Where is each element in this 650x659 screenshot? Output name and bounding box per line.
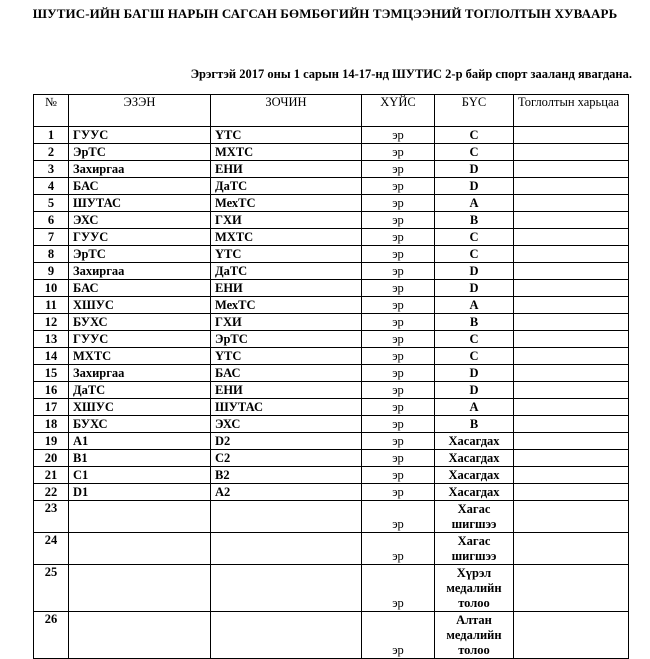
guest-team-cell: C2 xyxy=(211,450,362,467)
gender-cell: эр xyxy=(362,263,435,280)
home-team-cell xyxy=(69,565,211,612)
group-cell: Хагас шигшээ xyxy=(435,533,514,565)
group-cell: C xyxy=(435,348,514,365)
result-cell[interactable] xyxy=(514,212,629,229)
gender-cell: эр xyxy=(362,416,435,433)
row-number-cell: 21 xyxy=(34,467,69,484)
group-cell: A xyxy=(435,399,514,416)
group-cell: D xyxy=(435,382,514,399)
guest-team-cell: A2 xyxy=(211,484,362,501)
group-cell: B xyxy=(435,416,514,433)
gender-cell: эр xyxy=(362,433,435,450)
table-row xyxy=(34,229,629,246)
group-cell: Алтан медалийн толоо xyxy=(435,612,514,659)
guest-team-cell: ГХИ xyxy=(211,212,362,229)
home-team-cell: ГУУС xyxy=(69,331,211,348)
col-header-guest: ЗОЧИН xyxy=(211,95,362,127)
table-body xyxy=(34,127,629,659)
guest-team-cell: ЕНИ xyxy=(211,161,362,178)
result-cell[interactable] xyxy=(514,314,629,331)
guest-team-cell xyxy=(211,501,362,533)
table-row xyxy=(34,161,629,178)
row-number-cell: 11 xyxy=(34,297,69,314)
result-cell[interactable] xyxy=(514,565,629,612)
home-team-cell: ЭХС xyxy=(69,212,211,229)
group-cell: Хасагдах xyxy=(435,450,514,467)
group-cell: D xyxy=(435,161,514,178)
row-number-cell: 20 xyxy=(34,450,69,467)
row-number-cell: 23 xyxy=(34,501,69,533)
gender-cell: эр xyxy=(362,161,435,178)
row-number-cell: 4 xyxy=(34,178,69,195)
row-number-cell: 3 xyxy=(34,161,69,178)
result-cell[interactable] xyxy=(514,229,629,246)
gender-cell: эр xyxy=(362,467,435,484)
row-number-cell: 9 xyxy=(34,263,69,280)
gender-cell: эр xyxy=(362,178,435,195)
row-number-cell: 16 xyxy=(34,382,69,399)
group-cell: Хүрэл медалийн толоо xyxy=(435,565,514,612)
guest-team-cell: ЕНИ xyxy=(211,382,362,399)
table-header-row xyxy=(34,95,629,127)
home-team-cell: БУХС xyxy=(69,416,211,433)
home-team-cell: ХШУС xyxy=(69,297,211,314)
group-cell: Хасагдах xyxy=(435,433,514,450)
home-team-cell: ГУУС xyxy=(69,127,211,144)
gender-cell: эр xyxy=(362,382,435,399)
table-row xyxy=(34,314,629,331)
result-cell[interactable] xyxy=(514,533,629,565)
guest-team-cell xyxy=(211,533,362,565)
result-cell[interactable] xyxy=(514,399,629,416)
table-row xyxy=(34,331,629,348)
guest-team-cell: D2 xyxy=(211,433,362,450)
home-team-cell: ГУУС xyxy=(69,229,211,246)
table-row xyxy=(34,195,629,212)
result-cell[interactable] xyxy=(514,297,629,314)
row-number-cell: 6 xyxy=(34,212,69,229)
group-cell: D xyxy=(435,263,514,280)
row-number-cell: 26 xyxy=(34,612,69,659)
guest-team-cell: МехТС xyxy=(211,297,362,314)
guest-team-cell: ЭрТС xyxy=(211,331,362,348)
guest-team-cell xyxy=(211,612,362,659)
row-number-cell: 24 xyxy=(34,533,69,565)
home-team-cell xyxy=(69,501,211,533)
row-number-cell: 8 xyxy=(34,246,69,263)
table-row xyxy=(34,144,629,161)
col-header-group: БҮС xyxy=(435,95,514,127)
group-cell: A xyxy=(435,297,514,314)
home-team-cell xyxy=(69,533,211,565)
row-number-cell: 25 xyxy=(34,565,69,612)
gender-cell: эр xyxy=(362,450,435,467)
group-cell: B xyxy=(435,314,514,331)
gender-cell: эр xyxy=(362,314,435,331)
group-cell: C xyxy=(435,144,514,161)
result-cell[interactable] xyxy=(514,416,629,433)
gender-cell: эр xyxy=(362,195,435,212)
guest-team-cell: МХТС xyxy=(211,144,362,161)
result-cell[interactable] xyxy=(514,348,629,365)
group-cell: Хасагдах xyxy=(435,467,514,484)
gender-cell: эр xyxy=(362,280,435,297)
home-team-cell: БАС xyxy=(69,280,211,297)
col-header-number: № xyxy=(34,95,69,127)
home-team-cell: D1 xyxy=(69,484,211,501)
group-cell: C xyxy=(435,229,514,246)
row-number-cell: 7 xyxy=(34,229,69,246)
group-cell: C xyxy=(435,246,514,263)
result-cell[interactable] xyxy=(514,612,629,659)
table-row xyxy=(34,501,629,533)
group-cell: D xyxy=(435,280,514,297)
result-cell[interactable] xyxy=(514,161,629,178)
gender-cell: эр xyxy=(362,365,435,382)
group-cell: C xyxy=(435,127,514,144)
table-row xyxy=(34,433,629,450)
home-team-cell: ШУТАС xyxy=(69,195,211,212)
table-row xyxy=(34,297,629,314)
home-team-cell: Захиргаа xyxy=(69,263,211,280)
guest-team-cell: ДаТС xyxy=(211,263,362,280)
result-cell[interactable] xyxy=(514,331,629,348)
gender-cell: эр xyxy=(362,229,435,246)
guest-team-cell: ЕНИ xyxy=(211,280,362,297)
guest-team-cell: БАС xyxy=(211,365,362,382)
home-team-cell: ДаТС xyxy=(69,382,211,399)
home-team-cell: ХШУС xyxy=(69,399,211,416)
row-number-cell: 14 xyxy=(34,348,69,365)
result-cell[interactable] xyxy=(514,178,629,195)
gender-cell: эр xyxy=(362,212,435,229)
row-number-cell: 10 xyxy=(34,280,69,297)
gender-cell: эр xyxy=(362,331,435,348)
table-row xyxy=(34,246,629,263)
result-cell[interactable] xyxy=(514,365,629,382)
result-cell[interactable] xyxy=(514,195,629,212)
row-number-cell: 15 xyxy=(34,365,69,382)
result-cell[interactable] xyxy=(514,246,629,263)
table-row xyxy=(34,280,629,297)
guest-team-cell: B2 xyxy=(211,467,362,484)
gender-cell: эр xyxy=(362,348,435,365)
group-cell: Хагас шигшээ xyxy=(435,501,514,533)
guest-team-cell: ДаТС xyxy=(211,178,362,195)
gender-cell: эр xyxy=(362,127,435,144)
row-number-cell: 17 xyxy=(34,399,69,416)
row-number-cell: 19 xyxy=(34,433,69,450)
col-header-home: ЭЗЭН xyxy=(69,95,211,127)
table-row xyxy=(34,399,629,416)
result-cell[interactable] xyxy=(514,127,629,144)
gender-cell: эр xyxy=(362,565,435,612)
col-header-gender: ХҮЙС xyxy=(362,95,435,127)
table-row xyxy=(34,127,629,144)
table-row xyxy=(34,178,629,195)
page-title: ШУТИС-ИЙН БАГШ НАРЫН САГСАН БӨМБӨГИЙН ТЭМЦЭЭНИЙ ТОГЛОЛТЫН ХУВААРЬ xyxy=(32,6,618,21)
gender-cell: эр xyxy=(362,297,435,314)
gender-cell: эр xyxy=(362,533,435,565)
group-cell: A xyxy=(435,195,514,212)
guest-team-cell: МХТС xyxy=(211,229,362,246)
gender-cell: эр xyxy=(362,501,435,533)
home-team-cell xyxy=(69,612,211,659)
col-header-result: Тоглолтын харьцаа xyxy=(514,95,629,127)
gender-cell: эр xyxy=(362,246,435,263)
schedule-table xyxy=(33,94,629,659)
group-cell: B xyxy=(435,212,514,229)
home-team-cell: МХТС xyxy=(69,348,211,365)
result-cell[interactable] xyxy=(514,144,629,161)
result-cell[interactable] xyxy=(514,280,629,297)
home-team-cell: B1 xyxy=(69,450,211,467)
result-cell[interactable] xyxy=(514,263,629,280)
table-row xyxy=(34,365,629,382)
row-number-cell: 12 xyxy=(34,314,69,331)
home-team-cell: ЭрТС xyxy=(69,246,211,263)
home-team-cell: БУХС xyxy=(69,314,211,331)
table-row xyxy=(34,484,629,501)
table-row xyxy=(34,416,629,433)
result-cell[interactable] xyxy=(514,484,629,501)
table-row xyxy=(34,565,629,612)
event-description: Эрэгтэй 2017 оны 1 сарын 14-17-нд ШУТИС 2-р байр спорт зааланд явагдана. xyxy=(190,67,632,81)
guest-team-cell xyxy=(211,565,362,612)
row-number-cell: 1 xyxy=(34,127,69,144)
home-team-cell: ЭрТС xyxy=(69,144,211,161)
guest-team-cell: ҮТС xyxy=(211,246,362,263)
row-number-cell: 13 xyxy=(34,331,69,348)
table-row xyxy=(34,450,629,467)
guest-team-cell: ҮТС xyxy=(211,348,362,365)
guest-team-cell: МехТС xyxy=(211,195,362,212)
table-row xyxy=(34,533,629,565)
result-cell[interactable] xyxy=(514,467,629,484)
gender-cell: эр xyxy=(362,612,435,659)
home-team-cell: Захиргаа xyxy=(69,161,211,178)
row-number-cell: 18 xyxy=(34,416,69,433)
home-team-cell: Захиргаа xyxy=(69,365,211,382)
gender-cell: эр xyxy=(362,144,435,161)
group-cell: D xyxy=(435,178,514,195)
gender-cell: эр xyxy=(362,484,435,501)
home-team-cell: A1 xyxy=(69,433,211,450)
guest-team-cell: ЭХС xyxy=(211,416,362,433)
table-row xyxy=(34,348,629,365)
guest-team-cell: ҮТС xyxy=(211,127,362,144)
table-row xyxy=(34,212,629,229)
result-cell[interactable] xyxy=(514,382,629,399)
table-row xyxy=(34,612,629,659)
guest-team-cell: ШУТАС xyxy=(211,399,362,416)
row-number-cell: 5 xyxy=(34,195,69,212)
home-team-cell: C1 xyxy=(69,467,211,484)
gender-cell: эр xyxy=(362,399,435,416)
result-cell[interactable] xyxy=(514,433,629,450)
row-number-cell: 22 xyxy=(34,484,69,501)
group-cell: D xyxy=(435,365,514,382)
row-number-cell: 2 xyxy=(34,144,69,161)
group-cell: Хасагдах xyxy=(435,484,514,501)
table-row xyxy=(34,467,629,484)
table-row xyxy=(34,263,629,280)
result-cell[interactable] xyxy=(514,450,629,467)
table-row xyxy=(34,382,629,399)
group-cell: C xyxy=(435,331,514,348)
result-cell[interactable] xyxy=(514,501,629,533)
home-team-cell: БАС xyxy=(69,178,211,195)
guest-team-cell: ГХИ xyxy=(211,314,362,331)
